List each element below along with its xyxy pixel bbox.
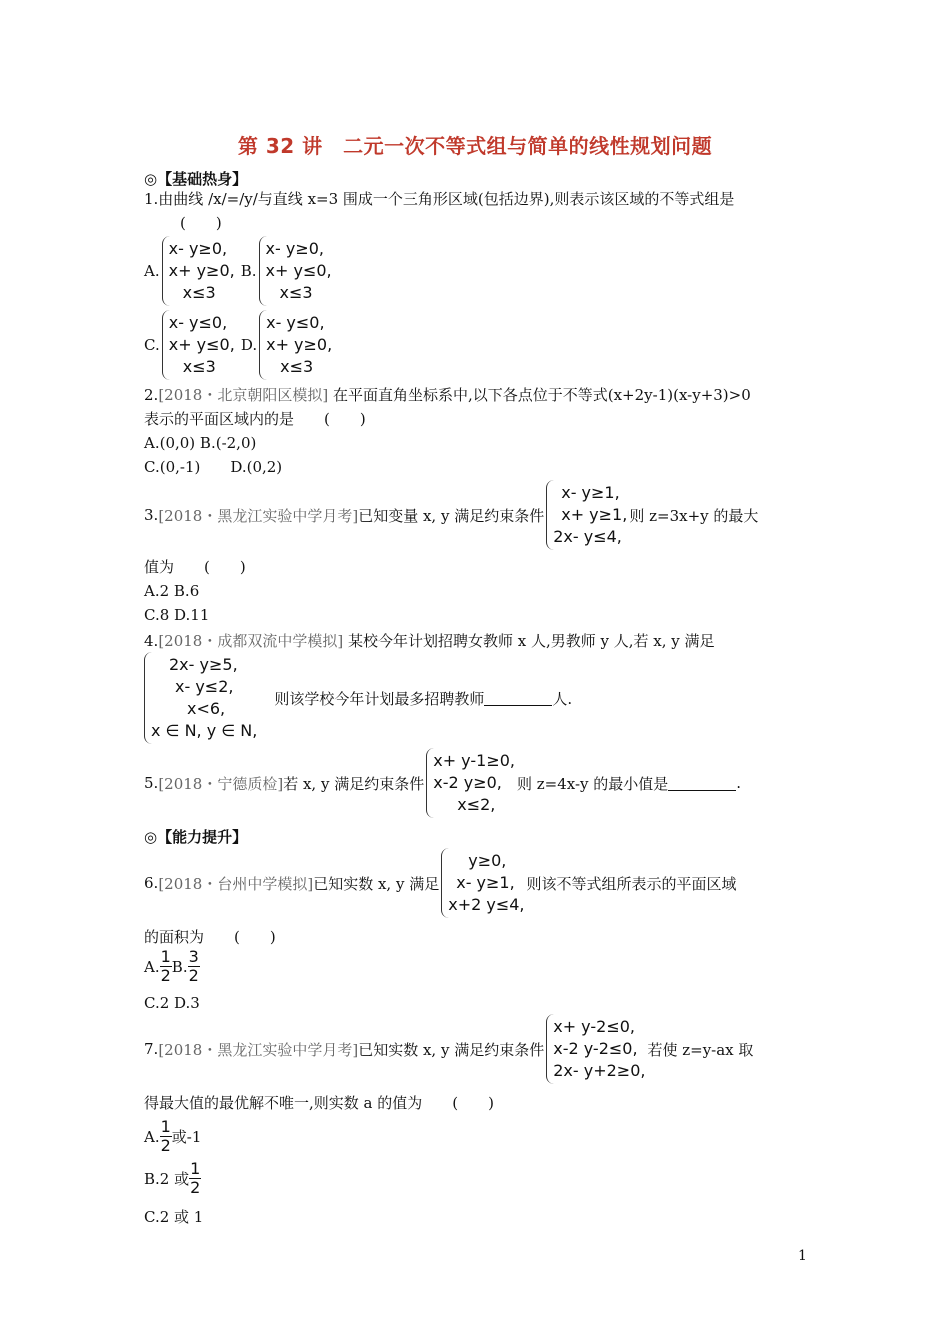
numerator: 1 [160, 947, 171, 966]
q1-option-a-system [162, 236, 235, 306]
q3-constraint-system [546, 480, 627, 550]
sys-row: x- y≤0, [266, 313, 325, 332]
sys-row: x-2 y≥0, [433, 773, 502, 792]
q6-options-ab [144, 948, 200, 985]
q7-option-c: C.2 或 1 [144, 1208, 204, 1226]
q7-option-a [144, 1118, 201, 1155]
sys-row: 2x- y+2≥0, [553, 1061, 646, 1080]
q7-option-b [144, 1160, 201, 1197]
sys-row: x≤3 [182, 357, 216, 376]
section-ability-improvement: ◎【能力提升】 [144, 828, 248, 846]
q7-option-b-label: B.2 或 [144, 1170, 190, 1188]
sys-row: x≤2, [457, 795, 496, 814]
q5-number: 5. [144, 774, 159, 792]
sys-row: 2x- y≥5, [169, 655, 238, 674]
q4-text: 某校今年计划招聘女教师 x 人,男教师 y 人,若 x, y 满足 [343, 632, 715, 650]
q5-source: [2018・宁德质检] [158, 774, 284, 793]
sys-row: x+2 y≤4, [448, 895, 525, 914]
q4-answer-blank[interactable] [484, 691, 552, 706]
q6-option-b-fraction [188, 948, 200, 985]
sys-row: x+ y-1≥0, [433, 751, 515, 770]
q3-stem-line2: 值为 ( ) [144, 558, 246, 576]
q7-number: 7. [144, 1040, 159, 1058]
q3-source: [2018・黑龙江实验中学月考] [158, 506, 359, 525]
q2-stem [144, 384, 751, 406]
sys-row: x- y≤2, [175, 677, 234, 696]
q6-number: 6. [144, 874, 159, 892]
q4-constraint-system [144, 652, 257, 744]
q3-options-cd: C.8 D.11 [144, 606, 210, 624]
q6-options-cd: C.2 D.3 [144, 994, 200, 1012]
section-basic-warmup: ◎【基础热身】 [144, 170, 248, 188]
q1-options-cd [144, 310, 334, 380]
sys-row: x- y≥1, [456, 873, 515, 892]
q6-source: [2018・台州中学模拟] [158, 874, 314, 893]
sys-row: x<6, [187, 699, 226, 718]
sys-row: x- y≤0, [168, 313, 228, 332]
q5-stem [144, 748, 741, 818]
q1-paren: ( ) [180, 214, 222, 232]
sys-row: 2x- y≤4, [553, 527, 622, 546]
sys-row: x+ y≤0, [265, 261, 332, 280]
q3-number: 3. [144, 506, 159, 524]
q3-options-ab: A.2 B.6 [144, 582, 200, 600]
q1-options-ab [144, 236, 334, 306]
denominator: 2 [160, 1136, 171, 1155]
sys-row: x≤3 [280, 357, 314, 376]
q3-text-pre: 已知变量 x, y 满足约束条件 [358, 506, 545, 525]
sys-row: x- y≥1, [561, 483, 620, 502]
q2-stem-line2: 表示的平面区域内的是 ( ) [144, 410, 366, 428]
sys-row: x≤3 [279, 283, 313, 302]
q1-option-c-system [162, 310, 235, 380]
q5-answer-blank[interactable] [668, 776, 736, 791]
q4-stem [144, 630, 715, 652]
q1-option-c-label: C. [144, 336, 160, 354]
q5-text-post: 则 z=4x-y 的最小值是 [517, 774, 669, 793]
q7-constraint-system [546, 1014, 645, 1084]
sys-row: y≥0, [468, 851, 507, 870]
q2-options-ab: A.(0,0) B.(-2,0) [144, 434, 257, 452]
q2-options-cd: C.(0,-1) D.(0,2) [144, 458, 283, 476]
q7-text-post: 若使 z=y-ax 取 [647, 1040, 754, 1059]
numerator: 1 [160, 1117, 171, 1136]
q6-constraint-system [441, 848, 524, 918]
q6-stem [144, 848, 737, 918]
page-number: 1 [798, 1248, 807, 1264]
q1-stem: 1.由曲线 /x/=/y/与直线 x=3 围成一个三角形区域(包括边界),则表示该区域的不等式组是 [144, 190, 735, 208]
q2-number: 2. [144, 386, 159, 404]
q4-source: [2018・成都双流中学模拟] [158, 632, 344, 650]
numerator: 3 [188, 947, 199, 966]
q5-end: . [736, 774, 742, 792]
q6-text-post: 则该不等式组所表示的平面区域 [526, 874, 737, 893]
q2-source: [2018・北京朝阳区模拟] [158, 386, 329, 404]
q6-option-a-fraction [160, 948, 172, 985]
q1-option-a-label: A. [144, 262, 160, 280]
q5-constraint-system [426, 748, 515, 818]
sys-row: x- y≥0, [265, 239, 324, 258]
q7-option-a-label: A. [144, 1127, 160, 1146]
q6-option-b-label: B. [171, 957, 188, 976]
q4-text-post: 则该学校今年计划最多招聘教师 [259, 689, 485, 708]
sys-row: x-2 y-2≤0, [553, 1039, 638, 1058]
denominator: 2 [190, 1178, 201, 1197]
sys-row: x ∈ N, y ∈ N, [151, 721, 258, 740]
q2-text: 在平面直角坐标系中,以下各点位于不等式(x+2y-1)(x-y+3)>0 [328, 386, 751, 404]
denominator: 2 [160, 966, 171, 985]
sys-row: x+ y≥0, [168, 261, 235, 280]
sys-row: x+ y≥1, [561, 505, 628, 524]
q4-unit: 人. [552, 689, 573, 708]
q3-stem [144, 480, 758, 550]
sys-row: x+ y≤0, [168, 335, 235, 354]
denominator: 2 [188, 966, 199, 985]
page-title: 第 32 讲 二元一次不等式组与简单的线性规划问题 [237, 134, 713, 158]
q3-text-post: 则 z=3x+y 的最大 [629, 506, 759, 525]
q6-text-pre: 已知实数 x, y 满足 [313, 874, 440, 893]
numerator: 1 [190, 1159, 201, 1178]
q4-number: 4. [144, 632, 159, 650]
q7-source: [2018・黑龙江实验中学月考] [158, 1040, 359, 1059]
q7-option-b-fraction [189, 1160, 201, 1197]
sys-row: x- y≥0, [168, 239, 228, 258]
sys-row: x≤3 [182, 283, 216, 302]
q1-option-d-label: D. [240, 336, 258, 354]
sys-row: x+ y-2≤0, [553, 1017, 635, 1036]
q1-option-b-label: B. [240, 262, 257, 280]
q6-stem-line2: 的面积为 ( ) [144, 928, 276, 946]
q5-text-pre: 若 x, y 满足约束条件 [283, 774, 425, 793]
q1-option-b-system [259, 236, 332, 306]
q7-stem-line2: 得最大值的最优解不唯一,则实数 a 的值为 ( ) [144, 1094, 494, 1112]
q7-option-a-fraction [160, 1118, 172, 1155]
sys-row: x+ y≥0, [266, 335, 333, 354]
q6-option-a-label: A. [144, 957, 160, 976]
q7-stem [144, 1014, 753, 1084]
q7-text-pre: 已知实数 x, y 满足约束条件 [358, 1040, 545, 1059]
q4-condition [144, 652, 572, 744]
q7-option-a-tail: 或-1 [171, 1128, 202, 1146]
q1-option-d-system [259, 310, 332, 380]
